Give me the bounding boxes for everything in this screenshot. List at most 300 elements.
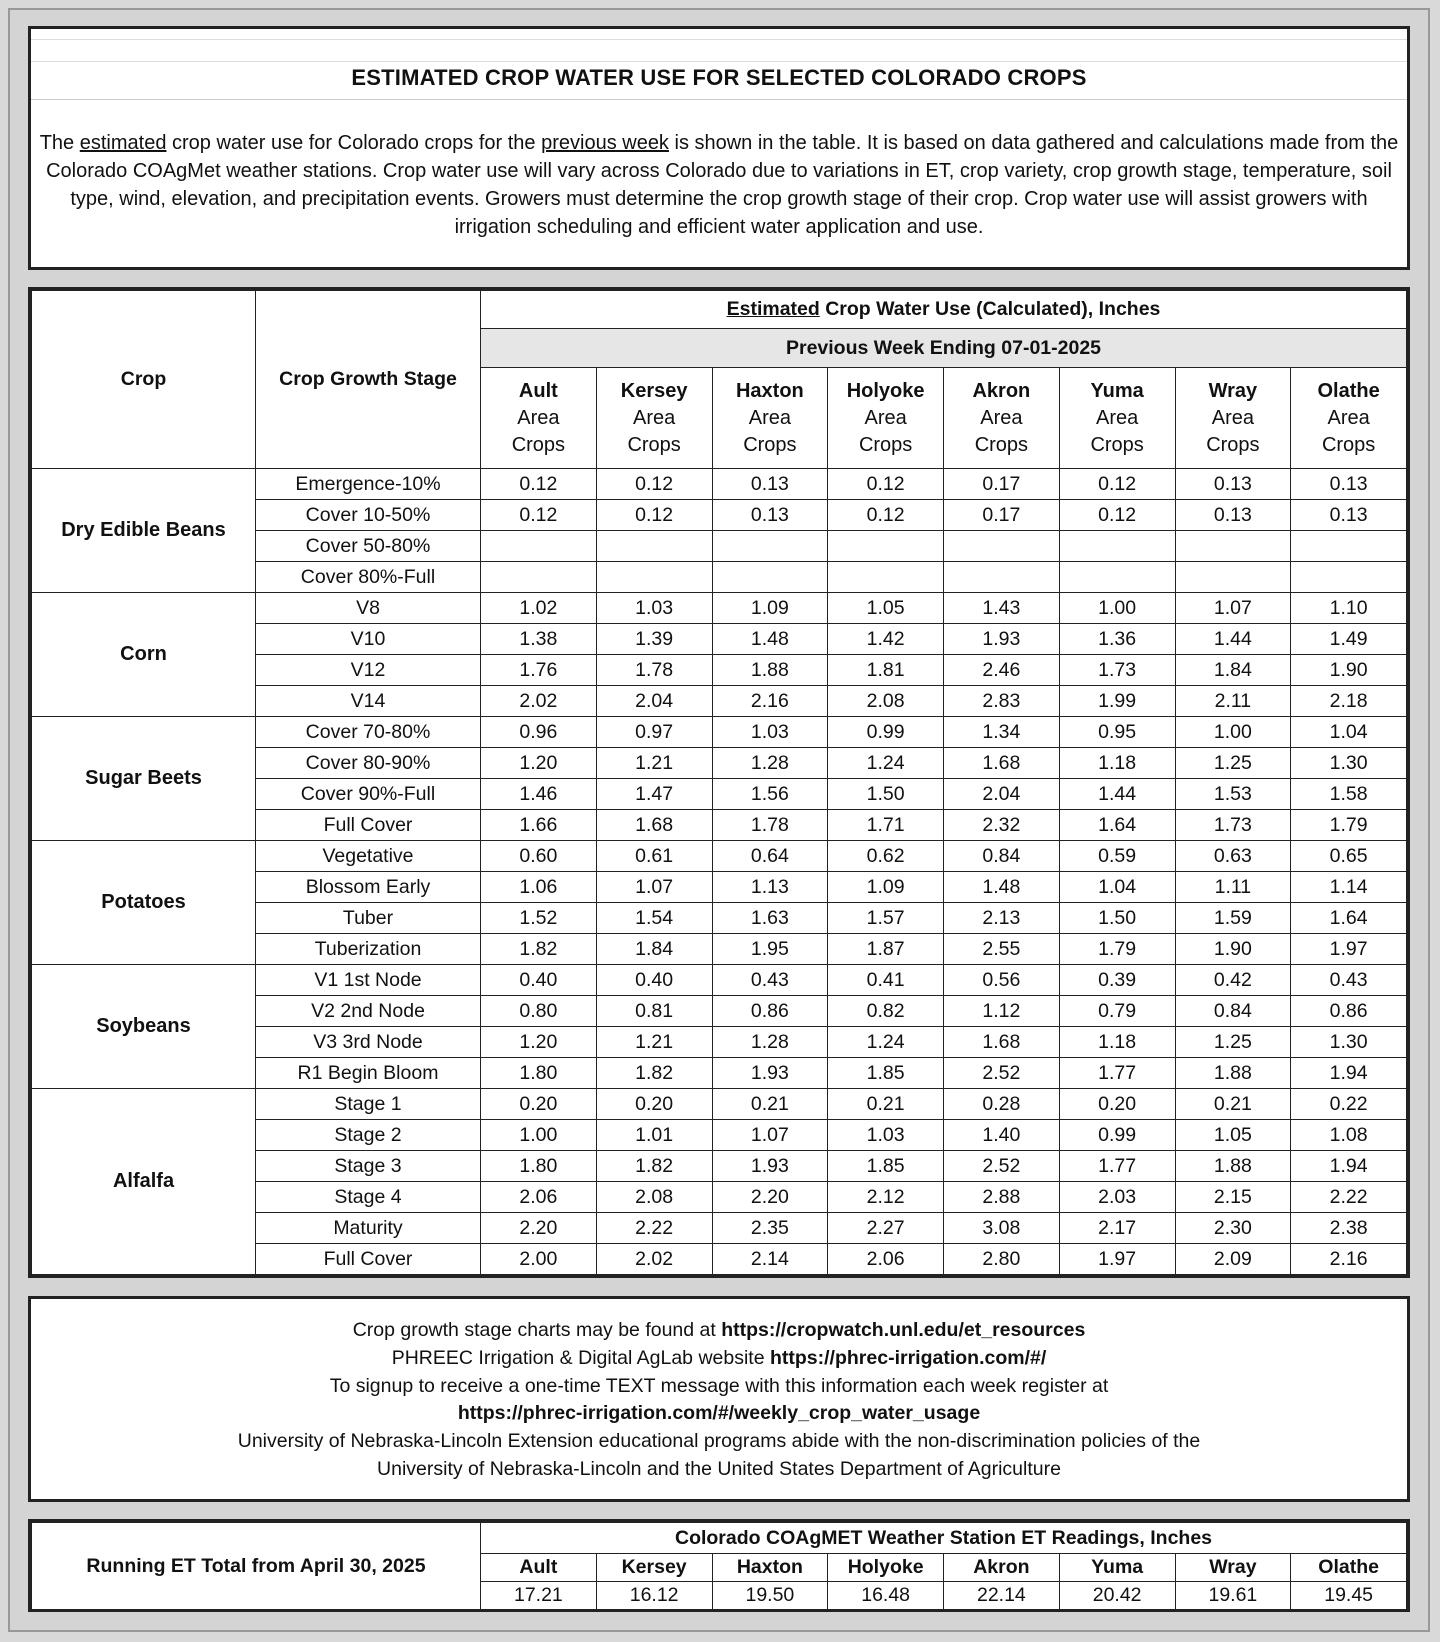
- location-header: [712, 368, 828, 469]
- growth-stage-cell: Emergence-10%: [256, 469, 481, 500]
- water-use-cell: 0.59: [1059, 841, 1175, 872]
- water-use-cell: 1.84: [1175, 655, 1291, 686]
- water-use-cell: 2.35: [712, 1213, 828, 1244]
- water-use-cell: 2.14: [712, 1244, 828, 1275]
- water-use-cell: 1.20: [481, 1027, 597, 1058]
- weekly-usage-link[interactable]: https://phrec-irrigation.com/#/weekly_crop_water_usage: [457, 1402, 981, 1425]
- water-use-cell: 1.38: [481, 624, 597, 655]
- water-use-cell: 1.79: [1291, 810, 1407, 841]
- location-crops-word: Crops: [1090, 433, 1144, 456]
- location-area-word: Area: [633, 406, 676, 429]
- table-row: [32, 965, 1407, 996]
- water-use-cell: 0.13: [1175, 500, 1291, 531]
- water-use-cell: 0.82: [828, 996, 944, 1027]
- water-use-cell: [1059, 531, 1175, 562]
- water-use-cell: 1.24: [828, 748, 944, 779]
- growth-stage-cell: Tuber: [256, 903, 481, 934]
- water-use-cell: 2.02: [596, 1244, 712, 1275]
- location-name: Akron: [972, 379, 1031, 402]
- water-use-cell: 0.43: [1291, 965, 1407, 996]
- water-use-cell: 1.21: [596, 748, 712, 779]
- water-use-cell: 2.52: [944, 1151, 1060, 1182]
- water-use-cell: 1.07: [712, 1120, 828, 1151]
- water-use-cell: 0.64: [712, 841, 828, 872]
- water-use-cell: 1.46: [481, 779, 597, 810]
- water-use-cell: 1.85: [828, 1058, 944, 1089]
- header-text: Crop Water Use (Calculated), Inches: [819, 298, 1161, 320]
- water-use-cell: 2.32: [944, 810, 1060, 841]
- et-location-header: Ault: [481, 1554, 597, 1582]
- water-use-cell: 1.64: [1059, 810, 1175, 841]
- growth-stage-cell: Tuberization: [256, 934, 481, 965]
- water-use-cell: 2.20: [481, 1213, 597, 1244]
- water-use-cell: 1.82: [596, 1151, 712, 1182]
- water-use-cell: 1.01: [596, 1120, 712, 1151]
- water-use-cell: 0.12: [481, 500, 597, 531]
- intro-paragraph: [37, 129, 1401, 241]
- et-location-header: Yuma: [1059, 1554, 1175, 1582]
- water-use-cell: 1.21: [596, 1027, 712, 1058]
- table-row: [32, 841, 1407, 872]
- growth-stage-cell: Cover 70-80%: [256, 717, 481, 748]
- growth-stage-cell: V8: [256, 593, 481, 624]
- water-use-cell: 2.03: [1059, 1182, 1175, 1213]
- et-header: Colorado COAgMET Weather Station ET Readings, Inches: [481, 1523, 1407, 1554]
- water-use-cell: 1.48: [712, 624, 828, 655]
- growth-stage-cell: Cover 10-50%: [256, 500, 481, 531]
- growth-stage-cell: Vegetative: [256, 841, 481, 872]
- water-use-cell: 2.20: [712, 1182, 828, 1213]
- water-use-cell: 2.06: [828, 1244, 944, 1275]
- location-area-word: Area: [864, 406, 907, 429]
- water-use-cell: 1.71: [828, 810, 944, 841]
- info-line: To signup to receive a one-time TEXT message with this information each week register at: [329, 1374, 1109, 1397]
- growth-stage-cell: R1 Begin Bloom: [256, 1058, 481, 1089]
- water-use-cell: 1.78: [712, 810, 828, 841]
- water-use-cell: [1175, 562, 1291, 593]
- water-use-cell: 1.00: [481, 1120, 597, 1151]
- growth-stage-cell: V1 1st Node: [256, 965, 481, 996]
- water-use-cell: 1.54: [596, 903, 712, 934]
- crop-name-cell: Sugar Beets: [32, 717, 256, 841]
- water-use-cell: 2.30: [1175, 1213, 1291, 1244]
- col-header-crop: Crop: [32, 291, 256, 469]
- water-use-cell: 0.41: [828, 965, 944, 996]
- growth-stage-cell: Stage 2: [256, 1120, 481, 1151]
- water-use-cell: 1.93: [712, 1058, 828, 1089]
- growth-stage-cell: Cover 80-90%: [256, 748, 481, 779]
- water-use-cell: 2.27: [828, 1213, 944, 1244]
- water-use-cell: 1.97: [1059, 1244, 1175, 1275]
- water-use-cell: 1.49: [1291, 624, 1407, 655]
- water-use-cell: 0.84: [944, 841, 1060, 872]
- water-use-cell: [481, 562, 597, 593]
- growth-stage-cell: Cover 90%-Full: [256, 779, 481, 810]
- et-value-cell: 16.48: [828, 1582, 944, 1610]
- water-use-cell: 1.03: [828, 1120, 944, 1151]
- water-use-cell: 2.04: [944, 779, 1060, 810]
- et-value-cell: 19.50: [712, 1582, 828, 1610]
- location-crops-word: Crops: [858, 433, 913, 456]
- water-use-cell: 1.90: [1291, 655, 1407, 686]
- water-use-cell: 1.68: [944, 1027, 1060, 1058]
- water-use-cell: 1.25: [1175, 748, 1291, 779]
- water-use-cell: 0.86: [1291, 996, 1407, 1027]
- water-use-cell: 1.95: [712, 934, 828, 965]
- table-row: [32, 1089, 1407, 1120]
- water-use-cell: 2.17: [1059, 1213, 1175, 1244]
- water-use-cell: 1.97: [1291, 934, 1407, 965]
- water-use-cell: 1.87: [828, 934, 944, 965]
- water-use-cell: 2.22: [1291, 1182, 1407, 1213]
- intro-underlined: estimated: [79, 132, 167, 154]
- water-use-cell: 0.12: [828, 469, 944, 500]
- water-use-cell: 1.85: [828, 1151, 944, 1182]
- info-panel: [28, 1296, 1410, 1502]
- growth-stage-cell: Full Cover: [256, 810, 481, 841]
- water-use-cell: 0.12: [481, 469, 597, 500]
- water-use-cell: 1.80: [481, 1058, 597, 1089]
- water-use-cell: 1.08: [1291, 1120, 1407, 1151]
- water-use-cell: 0.12: [1059, 500, 1175, 531]
- water-use-cell: 0.21: [828, 1089, 944, 1120]
- et-location-header: Akron: [944, 1554, 1060, 1582]
- water-use-cell: 3.08: [944, 1213, 1060, 1244]
- growth-stage-cell: Full Cover: [256, 1244, 481, 1275]
- location-name: Wray: [1208, 379, 1258, 402]
- info-line: University of Nebraska-Lincoln Extension educational programs abide with the non-discrimination policies of the: [237, 1430, 1201, 1453]
- water-use-cell: 1.58: [1291, 779, 1407, 810]
- water-use-cell: 0.62: [828, 841, 944, 872]
- water-use-cell: 0.12: [596, 469, 712, 500]
- crop-name-cell: Alfalfa: [32, 1089, 256, 1275]
- growth-stage-cell: Stage 3: [256, 1151, 481, 1182]
- info-line: University of Nebraska-Lincoln and the United States Department of Agriculture: [377, 1457, 1061, 1480]
- growth-stage-cell: Stage 4: [256, 1182, 481, 1213]
- location-header: [1059, 368, 1175, 469]
- table-row: [32, 593, 1407, 624]
- intro-text: crop water use for Colorado crops for the: [166, 132, 542, 154]
- water-use-cell: 2.88: [944, 1182, 1060, 1213]
- water-use-cell: 1.00: [1175, 717, 1291, 748]
- water-use-cell: [944, 562, 1060, 593]
- growth-stage-cell: V10: [256, 624, 481, 655]
- water-use-cell: 0.39: [1059, 965, 1175, 996]
- water-use-cell: 1.76: [481, 655, 597, 686]
- et-value-cell: 19.61: [1175, 1582, 1291, 1610]
- cropwatch-link[interactable]: https://cropwatch.unl.edu/et_resources: [721, 1319, 1086, 1341]
- water-use-cell: 1.50: [1059, 903, 1175, 934]
- location-name: Holyoke: [846, 379, 925, 402]
- et-readings-panel: [28, 1519, 1410, 1612]
- water-use-cell: 1.88: [1175, 1058, 1291, 1089]
- water-use-cell: 1.84: [596, 934, 712, 965]
- location-name: Yuma: [1090, 379, 1144, 402]
- location-header: [596, 368, 712, 469]
- et-readings-table: [31, 1522, 1407, 1610]
- location-header: [1175, 368, 1291, 469]
- water-use-cell: 1.50: [828, 779, 944, 810]
- water-use-cell: 0.86: [712, 996, 828, 1027]
- water-use-cell: 0.42: [1175, 965, 1291, 996]
- location-name: Olathe: [1317, 379, 1380, 402]
- location-area-word: Area: [1211, 406, 1254, 429]
- water-use-cell: 1.07: [596, 872, 712, 903]
- water-use-cell: [944, 531, 1060, 562]
- water-use-cell: 1.82: [596, 1058, 712, 1089]
- water-use-cell: 1.42: [828, 624, 944, 655]
- water-use-cell: 1.36: [1059, 624, 1175, 655]
- water-use-cell: 1.13: [712, 872, 828, 903]
- water-use-cell: 1.34: [944, 717, 1060, 748]
- water-use-cell: 1.18: [1059, 748, 1175, 779]
- water-use-cell: [712, 562, 828, 593]
- water-use-cell: 1.48: [944, 872, 1060, 903]
- location-area-word: Area: [748, 406, 791, 429]
- water-use-cell: 1.30: [1291, 748, 1407, 779]
- water-use-cell: 0.63: [1175, 841, 1291, 872]
- water-use-cell: 0.80: [481, 996, 597, 1027]
- water-use-cell: 2.55: [944, 934, 1060, 965]
- water-use-cell: 1.93: [944, 624, 1060, 655]
- water-use-cell: 1.88: [1175, 1151, 1291, 1182]
- et-location-header: Olathe: [1291, 1554, 1407, 1582]
- water-use-cell: 1.03: [712, 717, 828, 748]
- water-use-cell: 0.84: [1175, 996, 1291, 1027]
- water-use-cell: 0.99: [828, 717, 944, 748]
- water-use-cell: 1.02: [481, 593, 597, 624]
- crop-name-cell: Potatoes: [32, 841, 256, 965]
- water-use-cell: 1.10: [1291, 593, 1407, 624]
- location-header: [828, 368, 944, 469]
- water-use-cell: [481, 531, 597, 562]
- water-use-cell: 1.56: [712, 779, 828, 810]
- et-location-header: Kersey: [596, 1554, 712, 1582]
- water-use-cell: 1.24: [828, 1027, 944, 1058]
- location-crops-word: Crops: [974, 433, 1029, 456]
- et-location-header: Haxton: [712, 1554, 828, 1582]
- running-et-label: Running ET Total from April 30, 2025: [32, 1523, 481, 1610]
- growth-stage-cell: Cover 80%-Full: [256, 562, 481, 593]
- et-value-cell: 17.21: [481, 1582, 597, 1610]
- water-use-cell: [828, 562, 944, 593]
- phrec-link[interactable]: https://phrec-irrigation.com/#/: [769, 1346, 1047, 1369]
- growth-stage-cell: V3 3rd Node: [256, 1027, 481, 1058]
- water-use-cell: 2.15: [1175, 1182, 1291, 1213]
- water-use-cell: 0.21: [1175, 1089, 1291, 1120]
- water-use-cell: 2.00: [481, 1244, 597, 1275]
- water-use-cell: [1059, 562, 1175, 593]
- water-use-cell: 1.57: [828, 903, 944, 934]
- water-use-cell: 1.73: [1059, 655, 1175, 686]
- location-crops-word: Crops: [1321, 433, 1376, 456]
- water-use-cell: 1.94: [1291, 1151, 1407, 1182]
- water-use-cell: 2.13: [944, 903, 1060, 934]
- water-use-cell: 0.20: [481, 1089, 597, 1120]
- water-use-cell: 1.18: [1059, 1027, 1175, 1058]
- water-use-cell: 1.66: [481, 810, 597, 841]
- water-use-cell: 0.13: [1175, 469, 1291, 500]
- water-use-cell: 1.79: [1059, 934, 1175, 965]
- location-name: Haxton: [735, 379, 804, 402]
- water-use-cell: [1291, 562, 1407, 593]
- week-ending-header: Previous Week Ending 07-01-2025: [481, 329, 1407, 368]
- water-use-cell: 1.09: [712, 593, 828, 624]
- water-use-cell: 1.00: [1059, 593, 1175, 624]
- water-use-cell: 0.17: [944, 500, 1060, 531]
- water-use-cell: 2.04: [596, 686, 712, 717]
- location-area-word: Area: [1327, 406, 1370, 429]
- growth-stage-cell: Cover 50-80%: [256, 531, 481, 562]
- col-header-growth-stage: Crop Growth Stage: [256, 291, 481, 469]
- location-area-word: Area: [1096, 406, 1139, 429]
- water-use-cell: 1.90: [1175, 934, 1291, 965]
- water-use-cell: 1.78: [596, 655, 712, 686]
- water-use-cell: 0.13: [712, 469, 828, 500]
- crop-water-table: [31, 290, 1407, 1275]
- location-crops-word: Crops: [627, 433, 681, 456]
- water-use-cell: 1.44: [1175, 624, 1291, 655]
- water-use-cell: 1.09: [828, 872, 944, 903]
- water-use-cell: 1.99: [1059, 686, 1175, 717]
- water-use-cell: 1.28: [712, 1027, 828, 1058]
- water-use-cell: 0.56: [944, 965, 1060, 996]
- growth-stage-cell: V2 2nd Node: [256, 996, 481, 1027]
- water-use-cell: [712, 531, 828, 562]
- water-use-cell: 1.28: [712, 748, 828, 779]
- location-name: Ault: [518, 379, 558, 402]
- et-value-cell: 20.42: [1059, 1582, 1175, 1610]
- et-value-cell: 16.12: [596, 1582, 712, 1610]
- water-use-cell: 2.08: [596, 1182, 712, 1213]
- water-use-cell: 1.39: [596, 624, 712, 655]
- water-use-cell: 1.05: [828, 593, 944, 624]
- growth-stage-cell: Blossom Early: [256, 872, 481, 903]
- water-use-cell: 1.77: [1059, 1151, 1175, 1182]
- location-header: [944, 368, 1060, 469]
- header-underlined: Estimated: [726, 298, 820, 320]
- water-use-cell: 1.94: [1291, 1058, 1407, 1089]
- growth-stage-cell: V14: [256, 686, 481, 717]
- water-use-cell: 0.97: [596, 717, 712, 748]
- location-crops-word: Crops: [743, 433, 797, 456]
- water-use-cell: 1.47: [596, 779, 712, 810]
- water-use-cell: 0.28: [944, 1089, 1060, 1120]
- water-use-cell: 0.43: [712, 965, 828, 996]
- table-row: [32, 717, 1407, 748]
- water-use-cell: 0.12: [828, 500, 944, 531]
- water-use-cell: 2.16: [1291, 1244, 1407, 1275]
- water-use-cell: 0.99: [1059, 1120, 1175, 1151]
- water-use-cell: 0.61: [596, 841, 712, 872]
- water-use-cell: 0.65: [1291, 841, 1407, 872]
- water-use-cell: 2.52: [944, 1058, 1060, 1089]
- water-use-cell: 2.09: [1175, 1244, 1291, 1275]
- water-use-cell: 1.63: [712, 903, 828, 934]
- water-use-cell: 2.46: [944, 655, 1060, 686]
- water-use-cell: [1291, 531, 1407, 562]
- water-use-cell: 1.52: [481, 903, 597, 934]
- water-use-cell: 2.02: [481, 686, 597, 717]
- info-text: [37, 1317, 1401, 1484]
- water-use-cell: 0.12: [596, 500, 712, 531]
- growth-stage-cell: V12: [256, 655, 481, 686]
- water-use-cell: 1.06: [481, 872, 597, 903]
- et-location-header: Holyoke: [828, 1554, 944, 1582]
- water-use-cell: 2.80: [944, 1244, 1060, 1275]
- growth-stage-cell: Stage 1: [256, 1089, 481, 1120]
- water-use-cell: 1.59: [1175, 903, 1291, 934]
- water-use-cell: 1.44: [1059, 779, 1175, 810]
- water-use-cell: 0.79: [1059, 996, 1175, 1027]
- location-crops-word: Crops: [511, 433, 566, 456]
- location-header: [481, 368, 597, 469]
- info-line: Crop growth stage charts may be found at: [352, 1319, 722, 1341]
- crop-name-cell: Corn: [32, 593, 256, 717]
- water-use-cell: 1.04: [1291, 717, 1407, 748]
- location-name: Kersey: [620, 379, 688, 402]
- water-use-cell: 1.04: [1059, 872, 1175, 903]
- water-use-cell: 0.60: [481, 841, 597, 872]
- water-use-cell: 1.20: [481, 748, 597, 779]
- water-use-cell: 2.18: [1291, 686, 1407, 717]
- intro-panel: [28, 26, 1410, 270]
- water-use-cell: 1.81: [828, 655, 944, 686]
- water-use-cell: 1.43: [944, 593, 1060, 624]
- water-use-cell: 1.03: [596, 593, 712, 624]
- intro-underlined: previous week: [541, 132, 669, 154]
- water-use-cell: 0.20: [596, 1089, 712, 1120]
- crop-name-cell: Soybeans: [32, 965, 256, 1089]
- water-use-cell: 0.20: [1059, 1089, 1175, 1120]
- water-use-cell: 0.96: [481, 717, 597, 748]
- water-use-cell: 0.81: [596, 996, 712, 1027]
- crop-water-table-panel: [28, 287, 1410, 1278]
- water-use-cell: 0.13: [712, 500, 828, 531]
- water-use-cell: 0.22: [1291, 1089, 1407, 1120]
- water-use-cell: 0.13: [1291, 500, 1407, 531]
- intro-text: The: [39, 132, 80, 154]
- water-use-cell: 0.13: [1291, 469, 1407, 500]
- water-use-cell: 0.40: [596, 965, 712, 996]
- water-use-cell: 1.11: [1175, 872, 1291, 903]
- table-row: [32, 469, 1407, 500]
- water-use-cell: 1.30: [1291, 1027, 1407, 1058]
- water-use-cell: 2.12: [828, 1182, 944, 1213]
- water-use-cell: 0.95: [1059, 717, 1175, 748]
- location-header: [1291, 368, 1407, 469]
- water-use-cell: [1175, 531, 1291, 562]
- water-use-cell: 1.82: [481, 934, 597, 965]
- crop-name-cell: Dry Edible Beans: [32, 469, 256, 593]
- water-use-cell: 1.73: [1175, 810, 1291, 841]
- water-use-cell: 1.68: [944, 748, 1060, 779]
- water-use-cell: 1.68: [596, 810, 712, 841]
- water-use-cell: [828, 531, 944, 562]
- water-use-cell: 1.88: [712, 655, 828, 686]
- water-use-cell: 0.12: [1059, 469, 1175, 500]
- water-use-cell: 2.16: [712, 686, 828, 717]
- water-use-cell: 1.80: [481, 1151, 597, 1182]
- water-use-cell: [596, 562, 712, 593]
- water-use-cell: 2.06: [481, 1182, 597, 1213]
- et-value-cell: 19.45: [1291, 1582, 1407, 1610]
- et-value-cell: 22.14: [944, 1582, 1060, 1610]
- water-use-cell: 0.21: [712, 1089, 828, 1120]
- page-title: ESTIMATED CROP WATER USE FOR SELECTED COLORADO CROPS: [351, 65, 1087, 90]
- water-use-cell: 1.93: [712, 1151, 828, 1182]
- water-use-cell: 1.07: [1175, 593, 1291, 624]
